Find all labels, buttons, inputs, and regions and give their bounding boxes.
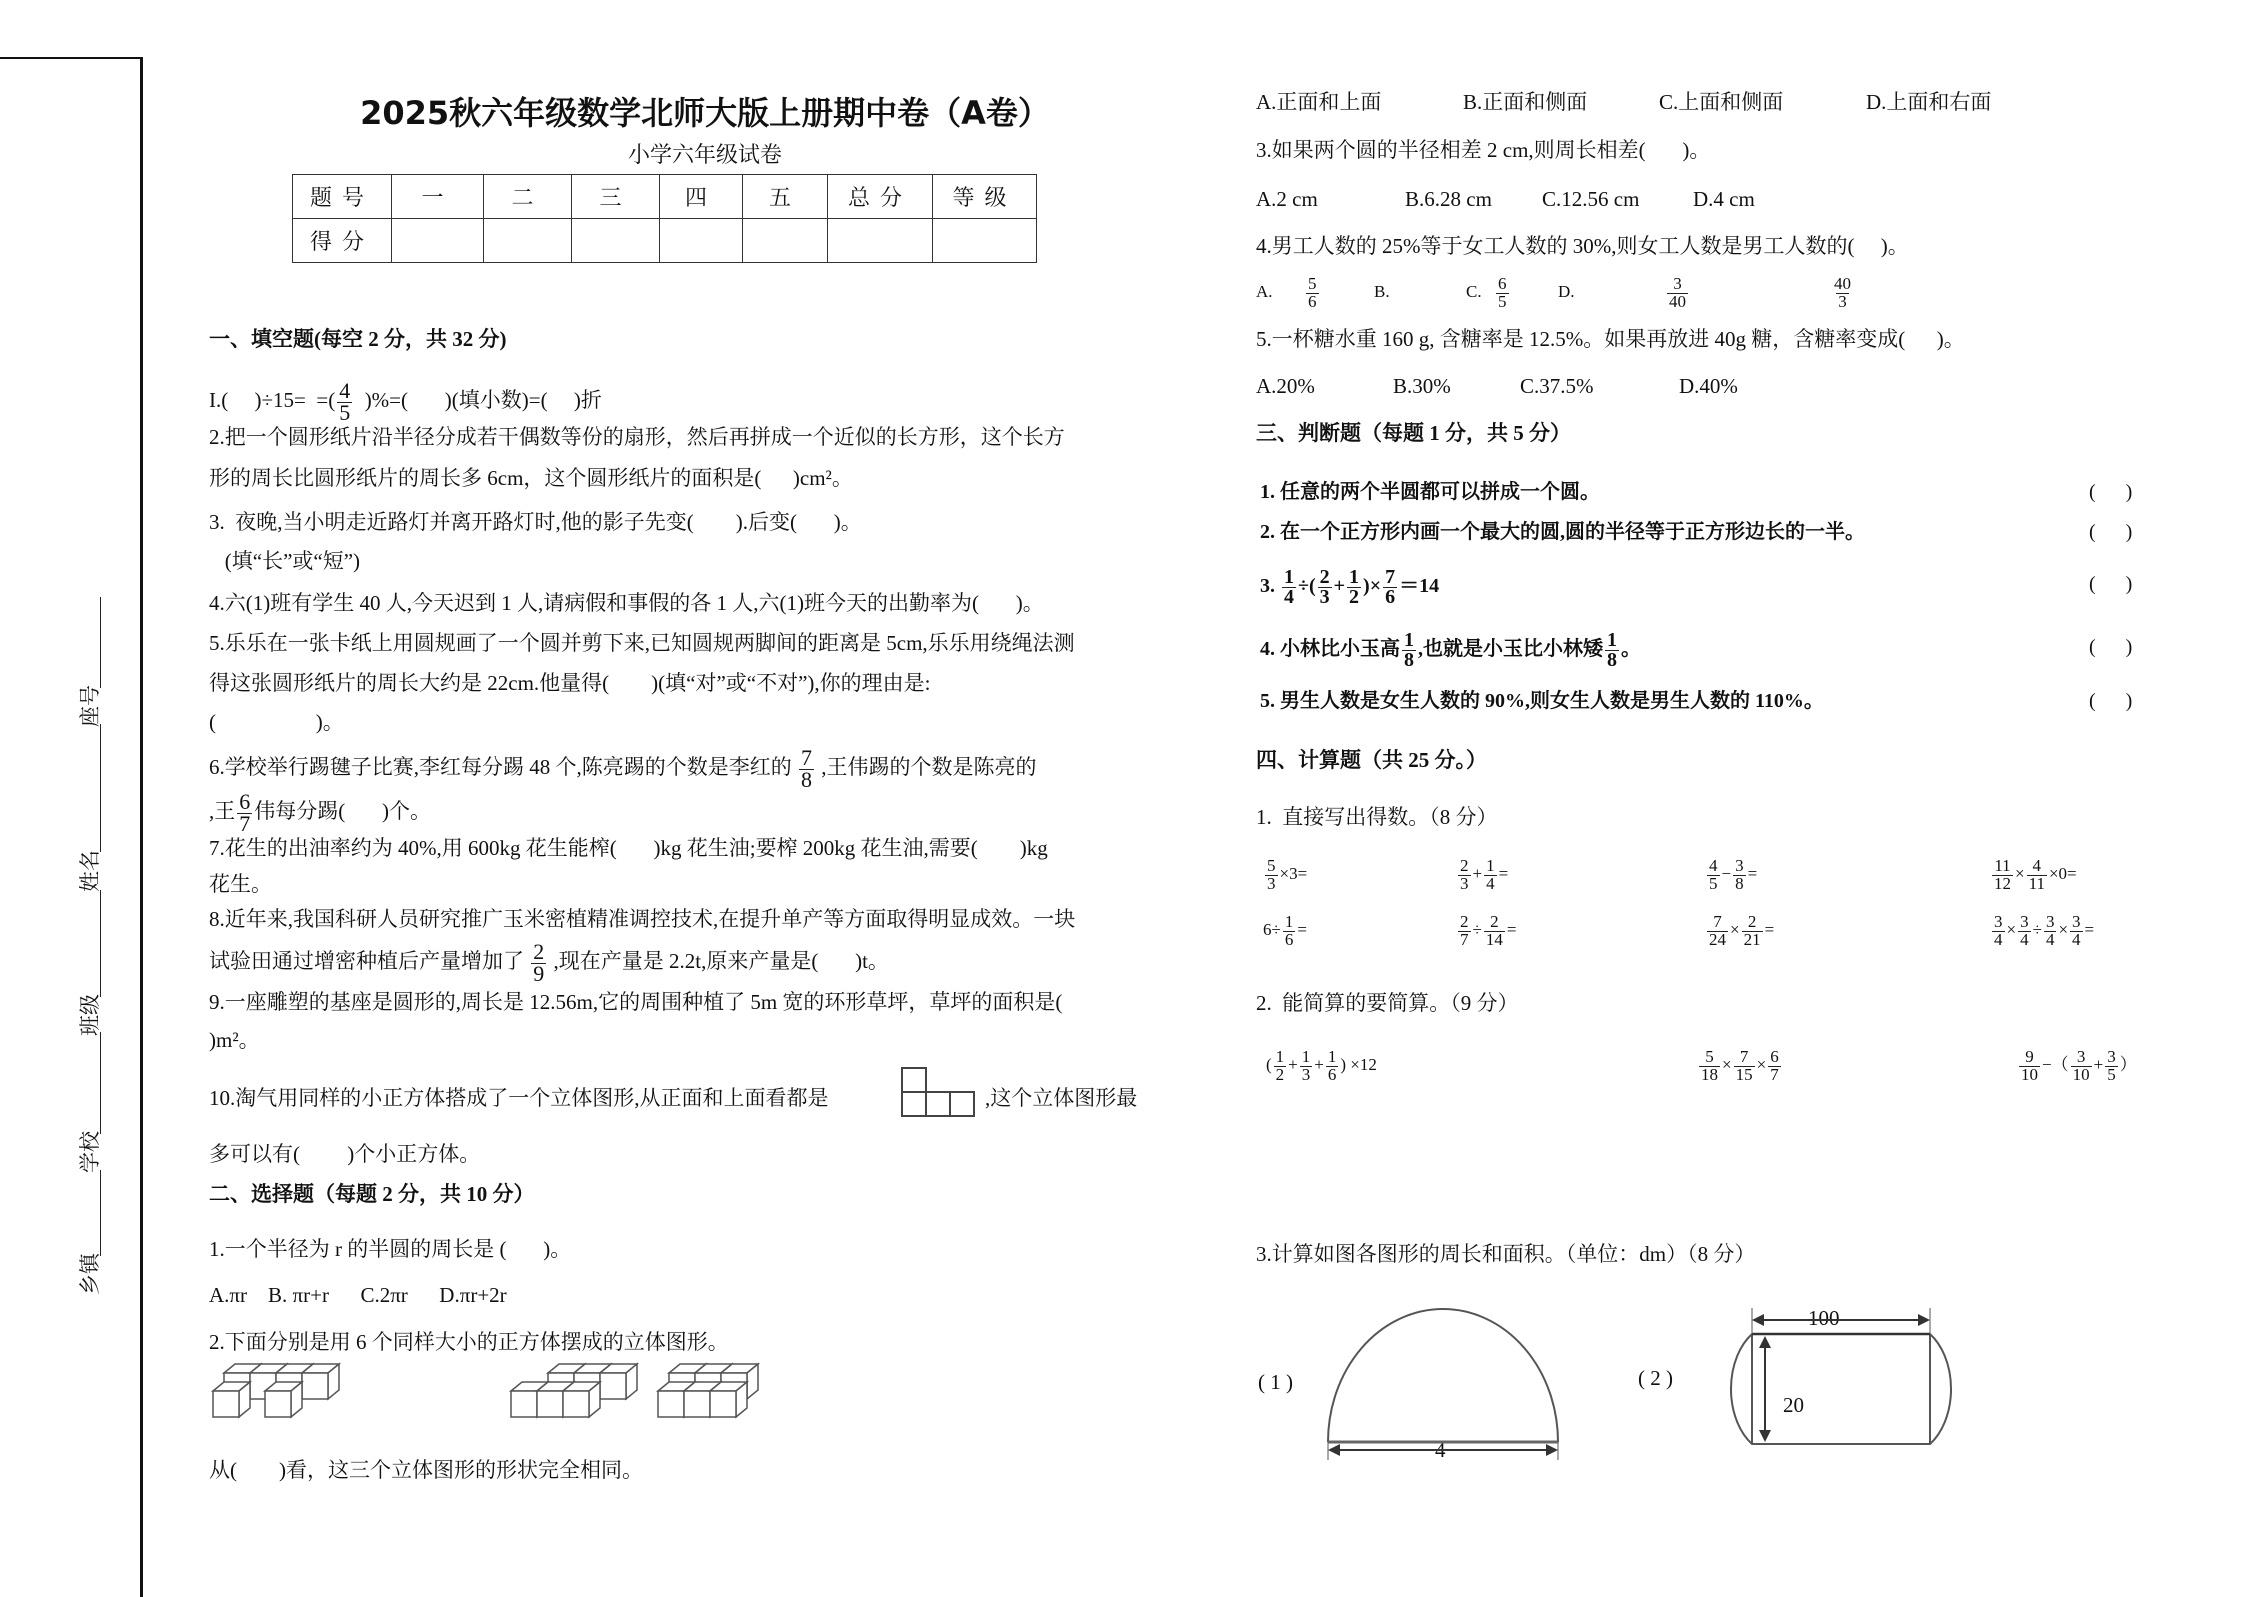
numerator: 7 xyxy=(1713,912,1722,932)
denominator: 2 xyxy=(1349,586,1360,608)
dimension-label: 4 xyxy=(1435,1438,1446,1462)
question-line: 4.男工人数的 25%等于女工人数的 30%,则女工人数是男工人数的( )。 xyxy=(1256,234,1909,258)
text-segment: A. xyxy=(1256,282,1273,301)
table-header-cell: 总分 xyxy=(828,175,933,219)
denominator: 3 xyxy=(1267,873,1276,893)
text-segment: + xyxy=(1472,864,1483,883)
numerator: 1 xyxy=(1327,1047,1337,1067)
dimension-label: 20 xyxy=(1783,1393,1804,1417)
numerator: 4 xyxy=(2032,856,2042,876)
cube xyxy=(213,1382,250,1417)
denominator: 4 xyxy=(2045,929,2055,949)
question-line: )m²。 xyxy=(209,1028,260,1052)
denominator: 15 xyxy=(1735,1064,1753,1084)
denominator: 24 xyxy=(1709,929,1726,949)
numerator: 4 xyxy=(1709,856,1718,876)
denominator: 10 xyxy=(2072,1064,2090,1084)
text-segment: I.( )÷15= =( xyxy=(209,388,336,413)
denominator: 8 xyxy=(1735,873,1744,893)
option: A.20% xyxy=(1256,374,1315,398)
question-line: 形的周长比圆形纸片的周长多 6cm，这个圆形纸片的面积是( )cm²。 xyxy=(209,466,853,490)
denominator: 7 xyxy=(239,810,251,836)
cube xyxy=(302,1364,339,1399)
denominator: 12 xyxy=(1994,873,2011,893)
denominator: 6 xyxy=(1284,929,1294,949)
text-segment: + xyxy=(2093,1055,2104,1074)
answer-paren: ( ) xyxy=(2089,573,2133,595)
text-segment: + xyxy=(1288,1055,1298,1074)
denominator: 4 xyxy=(1486,873,1495,893)
figure-label: ( 1 ) xyxy=(1258,1370,1293,1394)
answer-paren: ( ) xyxy=(2089,636,2133,658)
numerator: 1 xyxy=(1284,912,1294,932)
question-line: 1.一个半径为 r 的半圆的周长是 ( )。 xyxy=(209,1237,572,1261)
question-line: 4.六(1)班有学生 40 人,今天迟到 1 人,请病假和事假的各 1 人,六(1)班今天的出勤率为( )。 xyxy=(209,591,1044,615)
capsule-figure xyxy=(1695,1320,1995,1460)
table-header-cell: 二 xyxy=(484,175,572,219)
denominator: 3 xyxy=(1319,586,1330,608)
numerator: 1 xyxy=(1275,1047,1285,1067)
denominator: 4 xyxy=(2072,929,2081,949)
cube xyxy=(710,1382,747,1417)
margin-label-2: 班级 xyxy=(78,994,102,1036)
denominator: 8 xyxy=(1607,649,1617,671)
numerator: 1 xyxy=(1607,629,1617,651)
text-segment: × xyxy=(2015,864,2025,883)
judgment-item: 2. 在一个正方形内画一个最大的圆,圆的半径等于正方形边长的一半。 xyxy=(1260,521,1865,543)
text-segment: = xyxy=(1747,864,1758,883)
text-segment: 6÷ xyxy=(1263,920,1281,939)
cube xyxy=(600,1364,637,1399)
numerator: 1 xyxy=(1284,566,1294,588)
text-segment: × xyxy=(1730,920,1740,939)
numerator: 3 xyxy=(2076,1047,2086,1067)
question-line: ,这个立体图形最 xyxy=(985,1086,1138,1110)
numerator: 2 xyxy=(1460,856,1469,876)
numerator: 2 xyxy=(1747,912,1757,932)
numerator: 7 xyxy=(1385,566,1396,588)
numerator: 6 xyxy=(239,789,251,814)
numerator: 11 xyxy=(1994,856,2011,876)
score-cell: 得分 xyxy=(293,219,392,263)
text-segment: ( xyxy=(1266,1055,1272,1074)
numerator: 6 xyxy=(1770,1047,1779,1067)
cube xyxy=(563,1382,600,1417)
text-segment: 试验田通过增密种植后产量增加了 xyxy=(209,949,530,974)
denominator: 8 xyxy=(1404,649,1414,671)
question-line: (填“长”或“短”) xyxy=(209,549,361,573)
part-title: 2. 能简算的要简算。（9 分） xyxy=(1256,991,1519,1015)
option: B.30% xyxy=(1393,374,1451,398)
text-segment: ÷( xyxy=(1298,575,1316,598)
option: C.37.5% xyxy=(1520,374,1594,398)
semicircle-figure xyxy=(1320,1300,1570,1470)
text-segment: − xyxy=(1721,864,1732,883)
option: C.上面和侧面 xyxy=(1659,90,1784,114)
text-segment: = xyxy=(1506,920,1517,939)
table-header-cell: 四 xyxy=(660,175,743,219)
part-title: 1. 直接写出得数。（8 分） xyxy=(1256,805,1498,829)
answer-paren: ( ) xyxy=(2089,481,2133,503)
text-segment: C. xyxy=(1466,282,1482,301)
option: D.40% xyxy=(1679,374,1738,398)
table-header-cell: 一 xyxy=(392,175,484,219)
denominator: 3 xyxy=(1838,291,1847,311)
text-segment: ,王伟踢的个数是陈亮的 xyxy=(816,755,1037,780)
option: A.正面和上面 xyxy=(1256,90,1382,114)
question-line: 3. 夜晚,当小明走近路灯并离开路灯时,他的影子先变( ).后变( )。 xyxy=(209,510,862,534)
text-segment: ） xyxy=(2119,1055,2137,1074)
option: A.2 cm xyxy=(1256,187,1318,211)
denominator: 6 xyxy=(1385,586,1396,608)
numerator: 6 xyxy=(1498,274,1507,294)
text-segment: ＝14 xyxy=(1399,575,1440,598)
text-segment: × xyxy=(1756,1055,1767,1074)
text-segment: + xyxy=(1333,575,1346,598)
numerator: 2 xyxy=(1319,566,1330,588)
table-header-cell: 三 xyxy=(572,175,660,219)
question-line: 9.一座雕塑的基座是圆形的,周长是 12.56m,它的周围种植了 5m 宽的环形草坪，草坪的面积是( xyxy=(209,990,1063,1014)
text-segment: 伟每分踢( )个。 xyxy=(254,799,431,824)
text-segment: 。 xyxy=(1621,638,1641,661)
text-segment: ,也就是小玉比小林矮 xyxy=(1418,638,1603,661)
numerator: 9 xyxy=(2025,1047,2034,1067)
denominator: 7 xyxy=(1460,929,1469,949)
text-segment: 3. xyxy=(1260,575,1280,598)
denominator: 8 xyxy=(801,766,812,792)
numerator: 3 xyxy=(1735,856,1744,876)
numerator: 7 xyxy=(1739,1047,1749,1067)
answer-paren: ( ) xyxy=(2089,521,2133,543)
text-segment: = xyxy=(1297,920,1307,939)
text-segment: D. xyxy=(1558,282,1575,301)
denominator: 4 xyxy=(1994,929,2003,949)
text-segment: )%=( )(填小数)=( )折 xyxy=(354,388,602,413)
section-2-title: 二、选择题（每题 2 分，共 10 分） xyxy=(209,1182,535,1206)
numerator: 1 xyxy=(1349,566,1360,588)
question-line: 8.近年来,我国科研人员研究推广玉米密植精准调控技术,在提升单产等方面取得明显成效。一块 xyxy=(209,907,1076,931)
text-segment: ÷ xyxy=(2032,920,2042,939)
cube xyxy=(265,1382,302,1417)
denominator: 3 xyxy=(1460,873,1469,893)
judgment-item: 1. 任意的两个半圆都可以拼成一个圆。 xyxy=(1260,481,1600,503)
option: B.6.28 cm xyxy=(1405,187,1492,211)
table-header-cell: 题号 xyxy=(293,175,392,219)
question-line: 多可以有( )个小正方体。 xyxy=(209,1142,481,1166)
text-segment: ×0= xyxy=(2048,864,2077,883)
denominator: 21 xyxy=(1743,929,1761,949)
question-line: 得这张圆形纸片的周长大约是 22cm.他量得( )(填“对”或“不对”),你的理由是: xyxy=(209,671,931,695)
table-header-cell: 五 xyxy=(743,175,828,219)
denominator: 7 xyxy=(1770,1064,1779,1084)
numerator: 3 xyxy=(2045,912,2055,932)
text-segment: = xyxy=(2084,920,2095,939)
numerator: 2 xyxy=(533,939,545,964)
text-segment: ,现在产量是 2.2t,原来产量是( )t。 xyxy=(548,949,889,974)
question-line: 花生。 xyxy=(209,872,272,896)
question-line: 7.花生的出油率约为 40%,用 600kg 花生能榨( )kg 花生油;要榨 200kg 花生油,需要( )kg xyxy=(209,836,1048,860)
denominator: 2 xyxy=(1275,1064,1285,1084)
denominator: 14 xyxy=(1485,929,1503,949)
question-line: 3.如果两个圆的半径相差 2 cm,则周长相差( )。 xyxy=(1256,138,1711,162)
text-segment: = xyxy=(1764,920,1775,939)
numerator: 2 xyxy=(1460,912,1469,932)
text-segment: ) ×12 xyxy=(1340,1055,1377,1074)
page-title: 2025秋六年级数学北师大版上册期中卷（A卷） xyxy=(360,94,1050,132)
numerator: 7 xyxy=(801,745,812,770)
margin-label-0: 座号 xyxy=(78,685,102,727)
part-title: 3.计算如图各图形的周长和面积。（单位：dm）（8 分） xyxy=(1256,1242,1756,1266)
section-1-title: 一、填空题(每空 2 分，共 32 分) xyxy=(209,327,507,351)
denominator: 6 xyxy=(1327,1064,1337,1084)
text-segment: 4. 小林比小玉高 xyxy=(1260,638,1400,661)
numerator: 2 xyxy=(1490,912,1499,932)
question-line: 5.一杯糖水重 160 g, 含糖率是 12.5%。如果再放进 40g 糖，含糖率变成( )。 xyxy=(1256,327,1965,351)
section-4-title: 四、计算题（共 25 分。） xyxy=(1256,748,1487,772)
numerator: 3 xyxy=(2072,912,2081,932)
text-segment: ×3= xyxy=(1279,864,1308,883)
numerator: 3 xyxy=(1673,274,1682,294)
question-line: 10.淘气用同样的小正方体搭成了一个立体图形,从正面和上面看都是 xyxy=(209,1086,829,1110)
dimension-label: 100 xyxy=(1808,1306,1840,1330)
figure-label: ( 2 ) xyxy=(1638,1366,1673,1390)
option: C.12.56 cm xyxy=(1542,187,1640,211)
text-segment: 6.学校举行踢毽子比赛,李红每分踢 48 个,陈亮踢的个数是李红的 xyxy=(209,755,797,780)
numerator: 1 xyxy=(1486,856,1495,876)
margin-label-4: 乡镇 xyxy=(78,1253,102,1295)
text-segment: −（ xyxy=(2042,1055,2069,1074)
table-header-cell: 等级 xyxy=(933,175,1037,219)
denominator: 3 xyxy=(1301,1064,1311,1084)
numerator: 3 xyxy=(2020,912,2029,932)
denominator: 9 xyxy=(533,960,545,986)
numerator: 5 xyxy=(1308,274,1317,294)
denominator: 5 xyxy=(339,399,351,425)
numerator: 40 xyxy=(1834,274,1851,294)
question-line: 5.乐乐在一张卡纸上用圆规画了一个圆并剪下来,已知圆规两脚间的距离是 5cm,乐乐用绕绳法测 xyxy=(209,631,1075,655)
page-subtitle: 小学六年级试卷 xyxy=(627,142,782,167)
text-segment: × xyxy=(2058,920,2069,939)
denominator: 11 xyxy=(2028,873,2045,893)
section-3-title: 三、判断题（每题 1 分，共 5 分） xyxy=(1256,421,1571,445)
denominator: 5 xyxy=(1709,873,1718,893)
question-line: 2.把一个圆形纸片沿半径分成若干偶数等份的扇形，然后再拼成一个近似的长方形，这个长方 xyxy=(209,425,1065,449)
margin-label-3: 学校 xyxy=(78,1131,102,1173)
option: D.上面和右面 xyxy=(1866,90,1992,114)
option: D.4 cm xyxy=(1693,187,1755,211)
denominator: 10 xyxy=(2021,1064,2038,1084)
option: B.正面和侧面 xyxy=(1463,90,1588,114)
question-line: ( )。 xyxy=(209,710,344,734)
numerator: 1 xyxy=(1301,1047,1311,1067)
denominator: 4 xyxy=(1284,586,1294,608)
denominator: 40 xyxy=(1669,291,1686,311)
text-segment: × xyxy=(1722,1055,1732,1074)
denominator: 5 xyxy=(1498,291,1507,311)
numerator: 3 xyxy=(1994,912,2003,932)
text-segment: × xyxy=(2006,920,2017,939)
denominator: 18 xyxy=(1701,1064,1718,1084)
text-segment: = xyxy=(1498,864,1509,883)
text-segment: ,王 xyxy=(209,799,236,824)
denominator: 5 xyxy=(2107,1064,2116,1084)
options-line: A.πr B. πr+r C.2πr D.πr+2r xyxy=(209,1283,507,1307)
question-line: 从( )看，这三个立体图形的形状完全相同。 xyxy=(209,1458,643,1482)
numerator: 4 xyxy=(339,378,351,403)
numerator: 5 xyxy=(1267,856,1276,876)
numerator: 5 xyxy=(1705,1047,1714,1067)
text-segment: ÷ xyxy=(1472,920,1482,939)
text-segment: + xyxy=(1314,1055,1324,1074)
answer-paren: ( ) xyxy=(2089,690,2133,712)
denominator: 4 xyxy=(2020,929,2029,949)
margin-label-1: 姓名 xyxy=(78,850,102,892)
judgment-item: 5. 男生人数是女生人数的 90%,则女生人数是男生人数的 110%。 xyxy=(1260,690,1824,712)
numerator: 3 xyxy=(2107,1047,2116,1067)
text-segment: B. xyxy=(1374,282,1390,301)
question-line: 2.下面分别是用 6 个同样大小的正方体摆成的立体图形。 xyxy=(209,1330,729,1354)
denominator: 6 xyxy=(1308,291,1317,311)
numerator: 1 xyxy=(1404,629,1414,651)
text-segment: )× xyxy=(1363,575,1382,598)
